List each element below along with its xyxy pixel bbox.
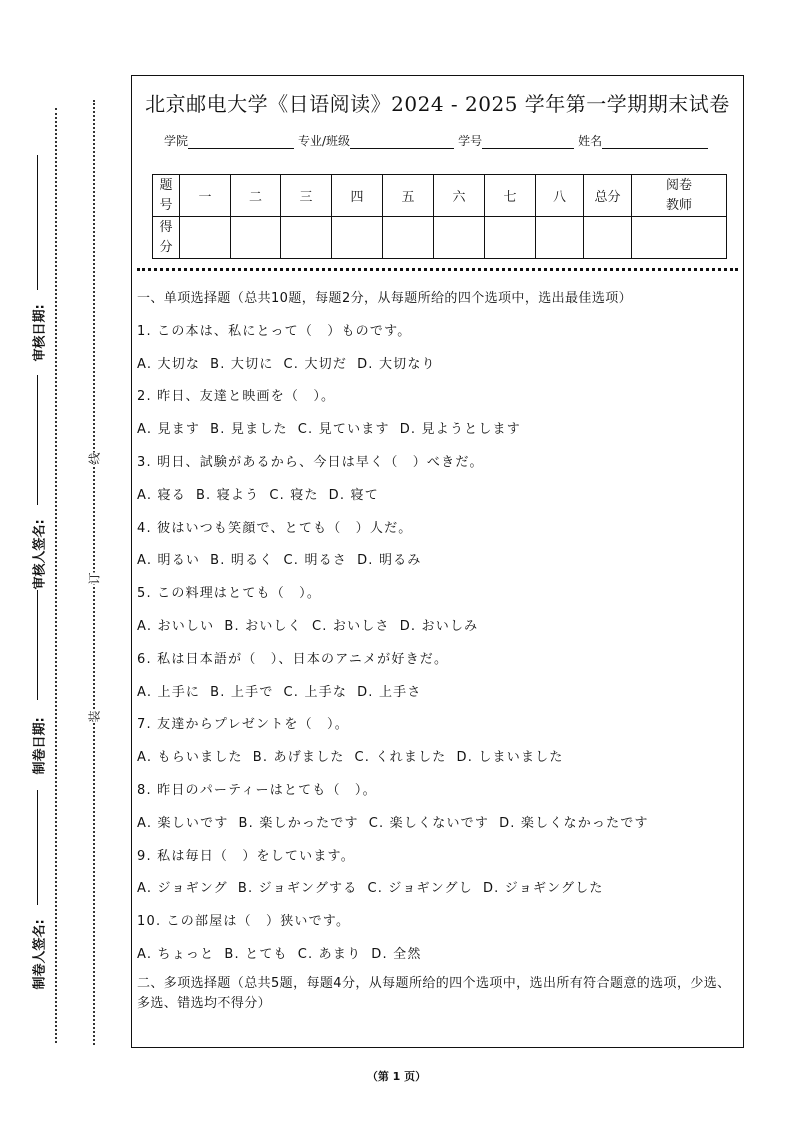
score-col-head: 总分 <box>584 175 632 217</box>
review-date-label: 审核日期: <box>32 304 48 362</box>
answer-option[interactable]: A. ちょっと <box>137 946 215 962</box>
score-col-head: 四 <box>332 175 383 217</box>
exam-content <box>137 289 737 1014</box>
score-table <box>152 174 727 259</box>
reviewer-sign-line <box>37 375 39 505</box>
question-text: 5. この料理はとても（ ）。 <box>137 586 322 602</box>
section2-title: 二、多项选择题（总共5题，每题4分，从每题所给的四个选项中，选出所有符合题意的选项，少选、多选、错选均不得分） <box>137 975 731 1011</box>
answer-option[interactable]: A. 上手に <box>137 684 201 700</box>
question-options <box>137 617 737 650</box>
answer-option[interactable]: B. とても <box>224 946 288 962</box>
answer-option[interactable]: C. あまり <box>297 946 362 962</box>
head-text: 阅卷 <box>665 177 692 193</box>
made-date-label: 制卷日期: <box>32 717 48 775</box>
score-col-head: 一 <box>180 175 231 217</box>
answer-option[interactable]: A. ジョギング <box>137 881 228 897</box>
score-col-head: 二 <box>231 175 281 217</box>
score-table-score-row <box>153 217 727 259</box>
answer-option[interactable]: C. 見ています <box>297 422 390 438</box>
answer-option[interactable]: B. 明るく <box>210 553 274 569</box>
maker-sign-line <box>37 790 39 905</box>
exam-frame <box>131 75 744 1048</box>
answer-option[interactable]: B. あげました <box>252 750 345 766</box>
answer-option[interactable]: D. 上手さ <box>357 684 422 700</box>
score-col-head: 八 <box>536 175 584 217</box>
score-cell[interactable] <box>485 217 536 259</box>
question-options <box>137 814 737 847</box>
made-date-line <box>37 590 39 700</box>
answer-option[interactable]: A. 明るい <box>137 553 201 569</box>
answer-option[interactable]: C. 楽しくないです <box>368 815 490 831</box>
college-field[interactable] <box>188 134 294 149</box>
grader-head <box>632 175 727 217</box>
score-cell[interactable] <box>434 217 485 259</box>
binding-mark-line: 线 <box>87 452 102 465</box>
dotted-separator <box>137 268 738 271</box>
answer-option[interactable]: D. 見ようとします <box>399 422 521 438</box>
answer-option[interactable]: B. 大切に <box>210 356 274 372</box>
major-field[interactable] <box>350 134 454 149</box>
answer-option[interactable]: B. 上手で <box>210 684 274 700</box>
score-col-head: 五 <box>383 175 434 217</box>
answer-option[interactable]: C. おいしさ <box>311 618 390 634</box>
score-row-head <box>153 217 180 259</box>
answer-option[interactable]: B. ジョギングする <box>237 881 358 897</box>
score-cell[interactable] <box>383 217 434 259</box>
answer-option[interactable]: D. おいしみ <box>399 618 479 634</box>
score-col-head: 七 <box>485 175 536 217</box>
id-label: 学号 <box>458 134 483 148</box>
answer-option[interactable]: A. 大切な <box>137 356 201 372</box>
answer-option[interactable]: B. おいしく <box>224 618 302 634</box>
question-number-head <box>153 175 180 217</box>
name-field[interactable] <box>602 134 708 149</box>
answer-option[interactable]: D. 楽しくなかったです <box>499 815 649 831</box>
answer-option[interactable]: C. 大切だ <box>283 356 348 372</box>
page-number: （第 1 页） <box>366 1070 427 1083</box>
binding-mark-seal: 装 <box>87 710 102 723</box>
question-options <box>137 551 737 584</box>
answer-option[interactable]: D. しまいました <box>456 750 564 766</box>
question-text: 3. 明日、試験があるから、今日は早く（ ）べきだ。 <box>137 454 484 470</box>
score-cell[interactable] <box>584 217 632 259</box>
section1-title: 一、单项选择题（总共10题，每题2分，从每题所给的四个选项中，选出最佳选项） <box>137 291 633 306</box>
answer-option[interactable]: C. ジョギングし <box>367 881 473 897</box>
answer-option[interactable]: C. くれました <box>354 750 447 766</box>
question-text: 9. 私は毎日（ ）をしています。 <box>137 848 355 864</box>
name-label: 姓名 <box>578 134 603 148</box>
head-char: 得 <box>159 219 173 235</box>
question-options <box>137 486 737 519</box>
score-cell[interactable] <box>231 217 281 259</box>
head-char: 号 <box>159 197 173 213</box>
answer-option[interactable]: A. 見ます <box>137 422 201 438</box>
question-text: 4. 彼はいつも笑顔で、とても（ ）人だ。 <box>137 520 413 536</box>
review-date-line <box>37 155 39 290</box>
question-list <box>137 322 737 978</box>
exam-title: 北京邮电大学《日语阅读》2024 - 2025 学年第一学期期末试卷 <box>145 92 730 116</box>
score-cell[interactable] <box>632 217 727 259</box>
question-options <box>137 879 737 912</box>
answer-option[interactable]: A. おいしい <box>137 618 215 634</box>
student-info-row <box>164 132 712 149</box>
answer-option[interactable]: A. 寝る <box>137 487 186 503</box>
question-text: 8. 昨日のパーティーはとても（ ）。 <box>137 782 377 798</box>
head-char: 分 <box>159 239 173 255</box>
major-label: 专业/班级 <box>298 134 351 148</box>
question-options <box>137 420 737 453</box>
id-field[interactable] <box>482 134 574 149</box>
head-text: 教师 <box>665 197 692 213</box>
answer-option[interactable]: A. 楽しいです <box>137 815 229 831</box>
answer-option[interactable]: A. もらいました <box>137 750 243 766</box>
binding-mark-bind: 订 <box>87 572 102 585</box>
answer-option[interactable]: C. 上手な <box>283 684 348 700</box>
maker-sign-label: 制卷人签名: <box>32 919 48 990</box>
question-options <box>137 355 737 388</box>
head-char: 题 <box>159 177 173 193</box>
answer-option[interactable]: D. 寝て <box>328 487 379 503</box>
answer-option[interactable]: D. ジョギングした <box>482 881 604 897</box>
answer-option[interactable]: B. 楽しかったです <box>238 815 359 831</box>
question-options <box>137 748 737 781</box>
left-dotted-line <box>55 108 57 1043</box>
score-table-header-row <box>153 175 727 217</box>
answer-option[interactable]: B. 見ました <box>210 422 288 438</box>
question-text: 7. 友達からプレゼントを（ ）。 <box>137 717 349 733</box>
score-col-head: 三 <box>281 175 332 217</box>
question-text: 2. 昨日、友達と映画を（ ）。 <box>137 389 336 405</box>
answer-option[interactable]: B. 寝よう <box>195 487 260 503</box>
score-cell[interactable] <box>536 217 584 259</box>
score-cell[interactable] <box>281 217 332 259</box>
question-options <box>137 683 737 716</box>
answer-option[interactable]: D. 大切なり <box>357 356 436 372</box>
score-col-head: 六 <box>434 175 485 217</box>
question-text: 1. この本は、私にとって（ ）ものです。 <box>137 323 412 339</box>
college-label: 学院 <box>164 134 189 148</box>
answer-option[interactable]: C. 明るさ <box>283 553 348 569</box>
score-cell[interactable] <box>180 217 231 259</box>
answer-option[interactable]: D. 明るみ <box>357 553 422 569</box>
reviewer-sign-label: 审核人签名: <box>32 519 48 590</box>
question-text: 6. 私は日本語が（ ）、日本のアニメが好きだ。 <box>137 651 449 667</box>
answer-option[interactable]: D. 全然 <box>371 946 422 962</box>
answer-option[interactable]: C. 寝た <box>269 487 319 503</box>
question-text: 10. この部屋は（ ）狭いです。 <box>137 914 351 930</box>
score-cell[interactable] <box>332 217 383 259</box>
